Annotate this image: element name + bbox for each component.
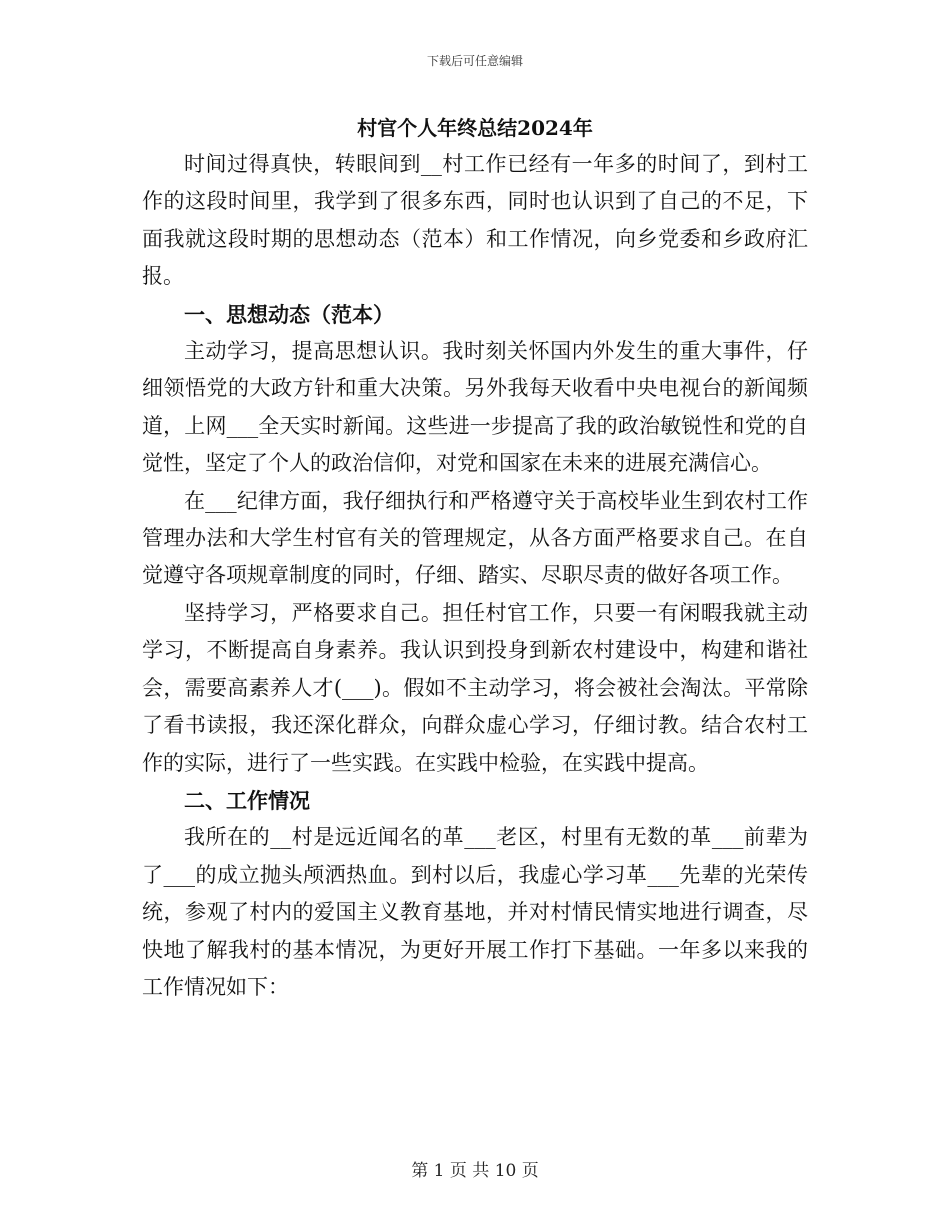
paragraph-study: 主动学习，提高思想认识。我时刻关怀国内外发生的重大事件，仔细领悟党的大政方针和重大决策。另外我每天收看中央电视台的新闻频道，上网___全天实时新闻。这些进一步提高了我的政治敏锐性和党的自觉性，坚定了个人的政治信仰，对党和国家在未来的进展充满信心。 bbox=[142, 339, 808, 476]
page-header-note: 下载后可任意编辑 bbox=[426, 54, 523, 68]
section-heading-thought: 一、思想动态（范本） bbox=[184, 301, 394, 327]
page-number: 第 1 页 共 10 页 bbox=[411, 1161, 539, 1181]
document-body bbox=[142, 146, 808, 1006]
paragraph-persist-study: 坚持学习，严格要求自己。担任村官工作，只要一有闲暇我就主动学习，不断提高自身素养。我认识到投身到新农村建设中，构建和谐社会，需要高素养人才(___)。假如不主动学习，将会被社会淘汰。平常除了看书读报，我还深化群众，向群众虚心学习，仔细讨教。结合农村工作的实际，进行了一些实践。在实践中检验，在实践中提高。 bbox=[142, 600, 808, 775]
document-title: 村官个人年终总结2024年 bbox=[357, 116, 593, 140]
paragraph-discipline: 在___纪律方面，我仔细执行和严格遵守关于高校毕业生到农村工作管理办法和大学生村官有关的管理规定，从各方面严格要求自己。在自觉遵守各项规章制度的同时，仔细、踏实、尽职尽责的做好各项工作。 bbox=[142, 488, 808, 588]
intro-paragraph: 时间过得真快，转眼间到__村工作已经有一年多的时间了，到村工作的这段时间里，我学到了很多东西，同时也认识到了自己的不足，下面我就这段时期的思想动态（范本）和工作情况，向乡党委和乡政府汇报。 bbox=[142, 152, 808, 289]
section-heading-work: 二、工作情况 bbox=[184, 787, 310, 813]
paragraph-work-situation: 我所在的__村是远近闻名的革___老区，村里有无数的革___前辈为了___的成立抛头颅洒热血。到村以后，我虚心学习革___先辈的光荣传统，参观了村内的爱国主义教育基地，并对村情民情实地进行调查，尽快地了解我村的基本情况，为更好开展工作打下基础。一年多以来我的工作情况如下： bbox=[142, 825, 808, 999]
